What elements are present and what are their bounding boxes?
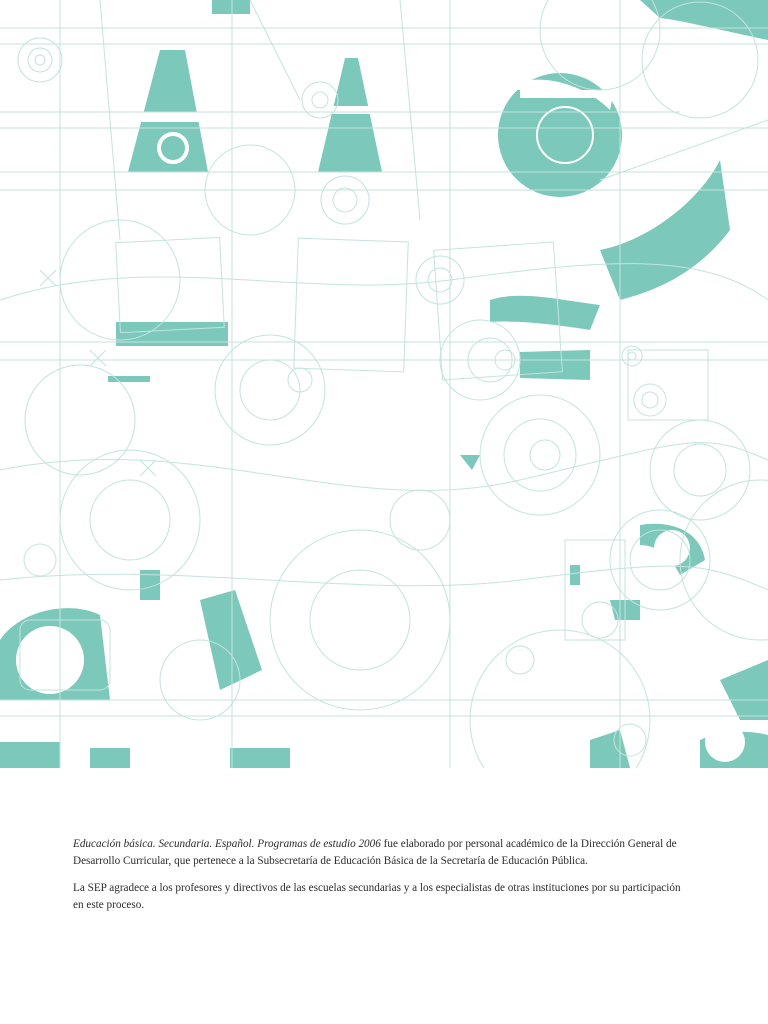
credits-text (73, 836, 693, 924)
publication-title: Educación básica. Secundaria. Español. Programas de estudio 2006 (73, 838, 381, 850)
credits-paragraph-authorship (73, 836, 693, 870)
credits-paragraph-acknowledgement: La SEP agradece a los profesores y directivos de las escuelas secundarias y a los especialistas de otras instituciones por su participación en este proceso. (73, 882, 681, 911)
white-cutouts (16, 80, 745, 762)
authorship-statement: fue elaborado por personal académico de la Dirección General de Desarrollo Curricular, que pertenece a la Subsecretaría de Educación Básica de la Secretaría de Educación Pública. (73, 838, 677, 867)
